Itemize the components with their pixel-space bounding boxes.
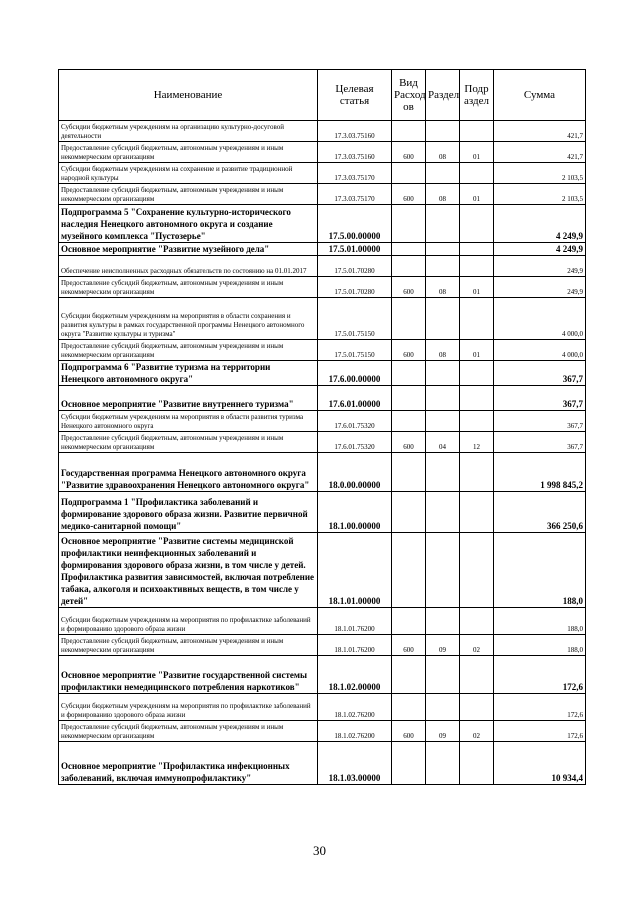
- row-name: Субсидии бюджетным учреждениям на мероприятия в области развития туризма Ненецкого автономного округа: [59, 411, 318, 432]
- table-row: [59, 205, 586, 243]
- row-section: [426, 453, 460, 492]
- row-subsection: [460, 411, 494, 432]
- row-name: Обеспечение неисполненных расходных обязательств по состоянию на 01.01.2017: [59, 256, 318, 277]
- row-subsection: [460, 361, 494, 386]
- row-sum: 4 000,0: [494, 340, 586, 361]
- row-expense-type: [392, 694, 426, 721]
- row-target-article: 17.5.01.75150: [318, 340, 392, 361]
- row-subsection: [460, 256, 494, 277]
- row-target-article: 17.5.01.00000: [318, 243, 392, 256]
- table-row: [59, 256, 586, 277]
- row-subsection: 12: [460, 432, 494, 453]
- row-expense-type: [392, 163, 426, 184]
- row-name: Предоставление субсидий бюджетным, автономным учреждениям и иным некоммерческим организациям: [59, 340, 318, 361]
- row-sum: 10 934,4: [494, 742, 586, 785]
- row-name: Подпрограмма 1 "Профилактика заболеваний и формирование здорового образа жизни. Развитие первичной медико-санитарной помощи": [59, 492, 318, 533]
- row-expense-type: [392, 656, 426, 694]
- row-subsection: [460, 492, 494, 533]
- row-expense-type: [392, 121, 426, 142]
- row-target-article: 18.1.03.00000: [318, 742, 392, 785]
- table-row: [59, 243, 586, 256]
- row-sum: 367,7: [494, 386, 586, 411]
- row-target-article: 17.3.03.75170: [318, 184, 392, 205]
- row-subsection: [460, 163, 494, 184]
- table-row: [59, 608, 586, 635]
- table-row: [59, 184, 586, 205]
- row-sum: 172,6: [494, 656, 586, 694]
- row-target-article: 17.5.01.70280: [318, 256, 392, 277]
- row-expense-type: 600: [392, 340, 426, 361]
- row-target-article: 17.3.03.75170: [318, 163, 392, 184]
- row-sum: 367,7: [494, 361, 586, 386]
- header-sum: Сумма: [494, 70, 586, 121]
- row-target-article: 18.0.00.00000: [318, 453, 392, 492]
- row-section: [426, 256, 460, 277]
- row-subsection: 02: [460, 635, 494, 656]
- row-target-article: 17.5.00.00000: [318, 205, 392, 243]
- row-target-article: 17.3.03.75160: [318, 142, 392, 163]
- row-sum: 4 249,9: [494, 243, 586, 256]
- row-target-article: 18.1.01.00000: [318, 533, 392, 608]
- row-subsection: 01: [460, 340, 494, 361]
- row-section: 08: [426, 340, 460, 361]
- row-subsection: [460, 694, 494, 721]
- row-target-article: 18.1.02.76200: [318, 694, 392, 721]
- row-subsection: [460, 243, 494, 256]
- row-section: 04: [426, 432, 460, 453]
- row-target-article: 17.5.01.75150: [318, 298, 392, 340]
- row-section: [426, 121, 460, 142]
- row-expense-type: 600: [392, 635, 426, 656]
- row-sum: 366 250,6: [494, 492, 586, 533]
- row-target-article: 17.6.01.75320: [318, 411, 392, 432]
- row-name: Субсидии бюджетным учреждениям на сохранение и развитие традиционной народной культуры: [59, 163, 318, 184]
- header-name: Наименование: [59, 70, 318, 121]
- table-row: [59, 142, 586, 163]
- row-name: Государственная программа Ненецкого автономного округа "Развитие здравоохранения Ненецкого автономного округа": [59, 453, 318, 492]
- row-subsection: [460, 205, 494, 243]
- row-subsection: 01: [460, 277, 494, 298]
- table-row: [59, 361, 586, 386]
- row-subsection: [460, 533, 494, 608]
- row-expense-type: 600: [392, 142, 426, 163]
- row-name: Субсидии бюджетным учреждениям на организацию культурно-досуговой деятельности: [59, 121, 318, 142]
- table-row: [59, 742, 586, 785]
- table-row: [59, 386, 586, 411]
- row-section: 09: [426, 721, 460, 742]
- table-header-row: [59, 70, 586, 121]
- row-name: Основное мероприятие "Профилактика инфекционных заболеваний, включая иммунопрофилактику": [59, 742, 318, 785]
- row-expense-type: 600: [392, 277, 426, 298]
- row-sum: 1 998 845,2: [494, 453, 586, 492]
- page-number: 30: [313, 843, 326, 858]
- row-sum: 172,6: [494, 694, 586, 721]
- table-row: [59, 411, 586, 432]
- row-sum: 421,7: [494, 121, 586, 142]
- row-sum: 2 103,5: [494, 184, 586, 205]
- row-name: Подпрограмма 6 "Развитие туризма на территории Ненецкого автономного округа": [59, 361, 318, 386]
- row-expense-type: [392, 742, 426, 785]
- row-name: Предоставление субсидий бюджетным, автономным учреждениям и иным некоммерческим организациям: [59, 432, 318, 453]
- table-row: [59, 453, 586, 492]
- row-expense-type: [392, 453, 426, 492]
- row-name: Предоставление субсидий бюджетным, автономным учреждениям и иным некоммерческим организациям: [59, 635, 318, 656]
- row-expense-type: [392, 386, 426, 411]
- row-target-article: 18.1.00.00000: [318, 492, 392, 533]
- table-body: [59, 121, 586, 785]
- row-subsection: 02: [460, 721, 494, 742]
- table-row: [59, 656, 586, 694]
- table-row: [59, 694, 586, 721]
- table-row: [59, 635, 586, 656]
- row-subsection: [460, 386, 494, 411]
- row-expense-type: [392, 256, 426, 277]
- row-subsection: [460, 453, 494, 492]
- row-sum: 249,9: [494, 256, 586, 277]
- row-section: [426, 694, 460, 721]
- header-target-article: Целевая статья: [318, 70, 392, 121]
- row-section: [426, 608, 460, 635]
- table-row: [59, 492, 586, 533]
- row-section: [426, 243, 460, 256]
- row-subsection: [460, 742, 494, 785]
- row-section: 09: [426, 635, 460, 656]
- table-row: [59, 121, 586, 142]
- table-row: [59, 298, 586, 340]
- table-row: [59, 721, 586, 742]
- row-sum: 421,7: [494, 142, 586, 163]
- row-name: Предоставление субсидий бюджетным, автономным учреждениям и иным некоммерческим организациям: [59, 277, 318, 298]
- header-subsection: Подр аздел: [460, 70, 494, 121]
- budget-table-sheet: [58, 69, 585, 785]
- row-target-article: 18.1.02.00000: [318, 656, 392, 694]
- row-section: [426, 361, 460, 386]
- row-target-article: 17.6.01.00000: [318, 386, 392, 411]
- row-section: 08: [426, 277, 460, 298]
- row-target-article: 18.1.01.76200: [318, 608, 392, 635]
- row-expense-type: [392, 361, 426, 386]
- row-name: Основное мероприятие "Развитие государственной системы профилактики немедицинского потребления наркотиков": [59, 656, 318, 694]
- row-name: Предоставление субсидий бюджетным, автономным учреждениям и иным некоммерческим организациям: [59, 721, 318, 742]
- row-subsection: 01: [460, 184, 494, 205]
- row-section: 08: [426, 142, 460, 163]
- row-subsection: [460, 656, 494, 694]
- row-sum: 188,0: [494, 608, 586, 635]
- row-target-article: 17.3.03.75160: [318, 121, 392, 142]
- row-expense-type: [392, 533, 426, 608]
- table-row: [59, 533, 586, 608]
- row-sum: 367,7: [494, 432, 586, 453]
- table-row: [59, 340, 586, 361]
- row-sum: 172,6: [494, 721, 586, 742]
- row-expense-type: [392, 205, 426, 243]
- row-target-article: 18.1.01.76200: [318, 635, 392, 656]
- table-row: [59, 432, 586, 453]
- row-sum: 2 103,5: [494, 163, 586, 184]
- row-expense-type: [392, 492, 426, 533]
- row-name: Субсидии бюджетным учреждениям на мероприятия по профилактике заболеваний и формированию здорового образа жизни: [59, 694, 318, 721]
- row-sum: 4 249,9: [494, 205, 586, 243]
- row-section: [426, 656, 460, 694]
- row-section: [426, 386, 460, 411]
- row-target-article: 18.1.02.76200: [318, 721, 392, 742]
- row-name: Основное мероприятие "Развитие системы медицинской профилактики неинфекционных заболеваний и формирования здорового образа жизни, в том числе у детей. Профилактика развития зависимостей, включая потребление табака, алкоголя и психоактивных веществ, в том числе у детей": [59, 533, 318, 608]
- table-row: [59, 277, 586, 298]
- row-name: Подпрограмма 5 "Сохранение культурно-исторического наследия Ненецкого автономного округа и создание музейного комплекса "Пустозерье": [59, 205, 318, 243]
- row-expense-type: [392, 411, 426, 432]
- row-sum: 4 000,0: [494, 298, 586, 340]
- row-name: Предоставление субсидий бюджетным, автономным учреждениям и иным некоммерческим организациям: [59, 142, 318, 163]
- row-target-article: 17.5.01.70280: [318, 277, 392, 298]
- row-name: Основное мероприятие "Развитие музейного дела": [59, 243, 318, 256]
- row-name: Субсидии бюджетным учреждениям на мероприятия в области сохранения и развития культуры в рамках государственной программы Ненецкого автономного округа "Развитие культуры и туризма": [59, 298, 318, 340]
- row-sum: 188,0: [494, 533, 586, 608]
- row-target-article: 17.6.00.00000: [318, 361, 392, 386]
- row-expense-type: 600: [392, 184, 426, 205]
- row-section: [426, 298, 460, 340]
- row-expense-type: [392, 608, 426, 635]
- budget-table: [58, 69, 586, 785]
- row-section: [426, 163, 460, 184]
- row-subsection: [460, 298, 494, 340]
- row-expense-type: 600: [392, 721, 426, 742]
- row-section: [426, 492, 460, 533]
- header-expense-type: Вид Расход ов: [392, 70, 426, 121]
- row-subsection: [460, 608, 494, 635]
- row-expense-type: [392, 243, 426, 256]
- row-section: 08: [426, 184, 460, 205]
- row-subsection: 01: [460, 142, 494, 163]
- row-subsection: [460, 121, 494, 142]
- row-sum: 249,9: [494, 277, 586, 298]
- row-section: [426, 742, 460, 785]
- row-expense-type: 600: [392, 432, 426, 453]
- header-section: Раздел: [426, 70, 460, 121]
- row-section: [426, 205, 460, 243]
- row-section: [426, 411, 460, 432]
- row-name: Предоставление субсидий бюджетным, автономным учреждениям и иным некоммерческим организациям: [59, 184, 318, 205]
- row-name: Субсидии бюджетным учреждениям на мероприятия по профилактике заболеваний и формированию здорового образа жизни: [59, 608, 318, 635]
- row-section: [426, 533, 460, 608]
- row-expense-type: [392, 298, 426, 340]
- row-sum: 367,7: [494, 411, 586, 432]
- row-sum: 188,0: [494, 635, 586, 656]
- row-target-article: 17.6.01.75320: [318, 432, 392, 453]
- table-row: [59, 163, 586, 184]
- row-name: Основное мероприятие "Развитие внутреннего туризма": [59, 386, 318, 411]
